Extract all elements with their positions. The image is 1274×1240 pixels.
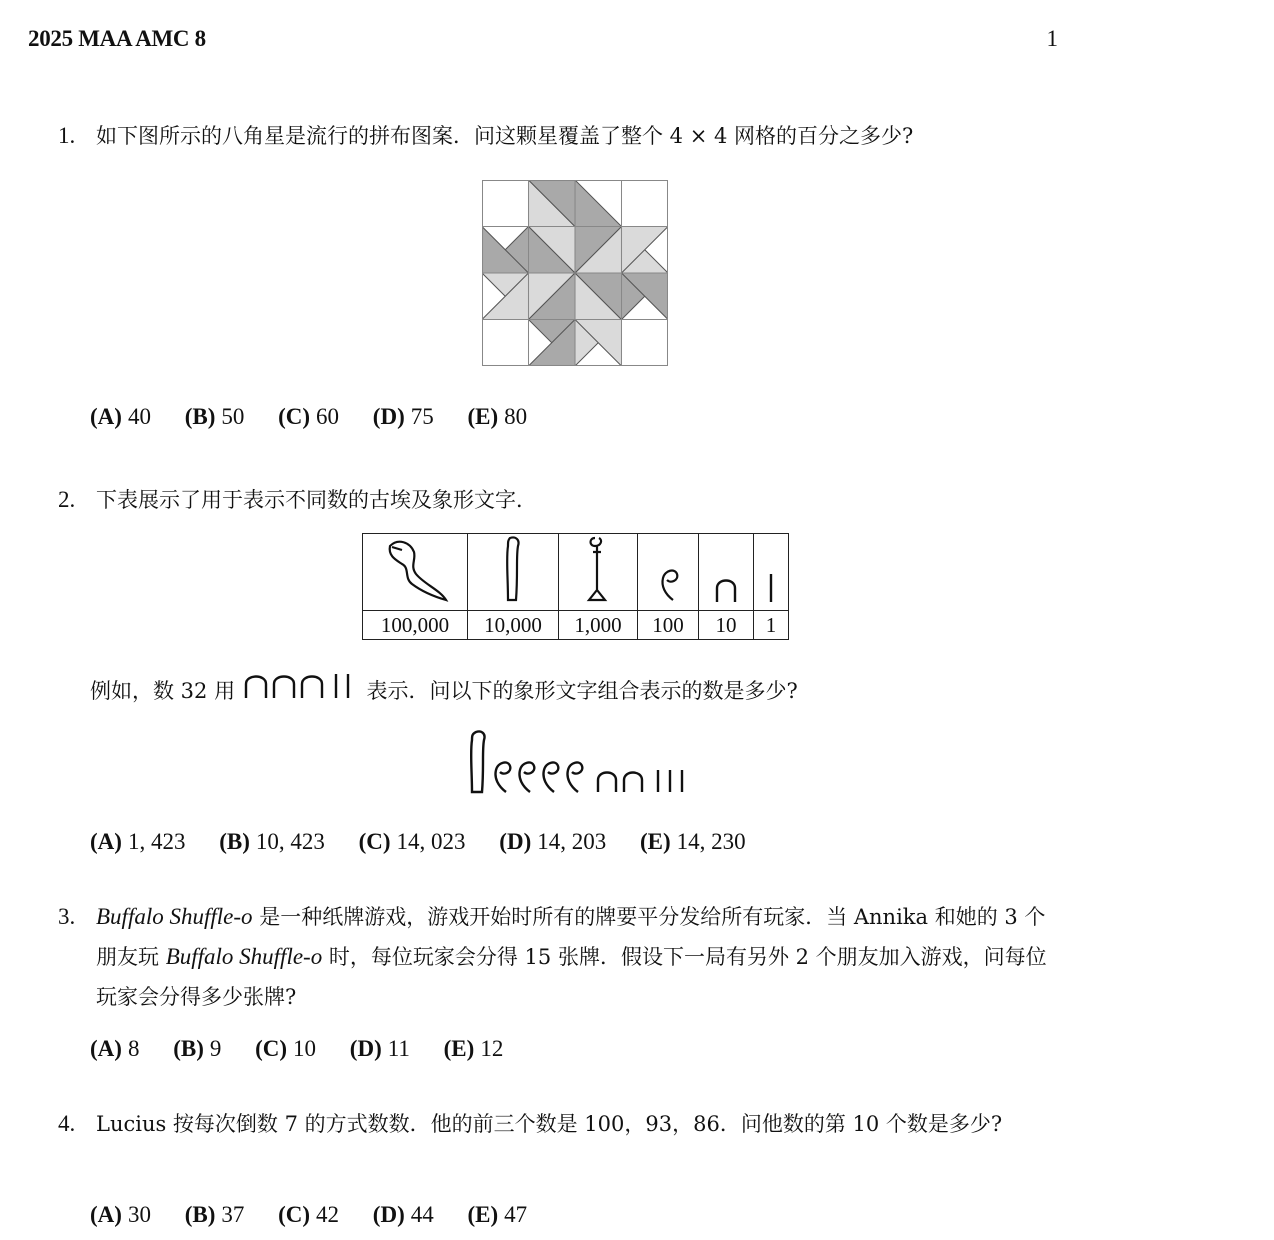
page-number: 1 (1046, 26, 1058, 51)
hieroglyph-combination (464, 728, 694, 798)
question-number: 3. (58, 904, 76, 929)
question-text: 如下图所示的八角星是流行的拼布图案．问这颗星覆盖了整个 4 × 4 网格的百分之多少? (96, 124, 914, 148)
example-hieroglyphs (242, 670, 360, 700)
game-name: Buffalo Shuffle-o (165, 944, 323, 969)
lotus-glyph-icon (559, 534, 638, 611)
question-text: Lucius 按每次倒数 7 的方式数数．他的前三个数是 100，93，86．问他数的第 10 个数是多少? (96, 1112, 1003, 1136)
choice-c[interactable]: (C) 10 (255, 1036, 317, 1061)
choice-c[interactable]: (C) 14, 023 (358, 829, 466, 854)
choice-c[interactable]: (C) 60 (278, 404, 340, 429)
hieroglyph-table (362, 533, 789, 640)
answer-choices-q2 (90, 829, 774, 855)
choice-a[interactable]: (A) 8 (90, 1036, 140, 1061)
choice-e[interactable]: (E) 12 (443, 1036, 504, 1061)
example-suffix: 表示．问以下的象形文字组合表示的数是多少? (366, 679, 798, 703)
coil-glyph-icon (638, 534, 699, 611)
answer-choices-q4 (90, 1202, 555, 1228)
question-number: 1. (58, 123, 76, 148)
choice-b[interactable]: (B) 10, 423 (219, 829, 325, 854)
finger-glyph-icon (468, 534, 559, 611)
choice-a[interactable]: (A) 30 (90, 1202, 151, 1227)
answer-choices-q1 (90, 404, 555, 430)
choice-d[interactable]: (D) 75 (372, 404, 434, 429)
choice-d[interactable]: (D) 11 (349, 1036, 410, 1061)
question-2 (58, 480, 1060, 520)
table-value: 100 (638, 611, 699, 640)
eight-point-star-figure (482, 180, 668, 366)
choice-c[interactable]: (C) 42 (278, 1202, 340, 1227)
question-1 (58, 116, 1060, 156)
choice-d[interactable]: (D) 44 (372, 1202, 434, 1227)
question-text: Buffalo Shuffle-o 是一种纸牌游戏，游戏开始时所有的牌要平分发给所有玩家．当 Annika 和她的 3 个朋友玩 Buffalo Shuffle-o 时，每位玩家会分得 15 张牌．假设下一局有另外 2 个朋友加入游戏，问每位玩家会分得多少张牌? (96, 904, 1047, 1009)
tadpole-glyph-icon (363, 534, 468, 611)
choice-b[interactable]: (B) 50 (184, 404, 245, 429)
example-line (90, 670, 798, 711)
question-number: 4. (58, 1111, 76, 1136)
document-title: 2025 MAA AMC 8 (28, 26, 206, 51)
table-value: 1,000 (559, 611, 638, 640)
question-text: 下表展示了用于表示不同数的古埃及象形文字． (96, 488, 537, 512)
question-4 (58, 1104, 1060, 1144)
table-value: 100,000 (363, 611, 468, 640)
choice-d[interactable]: (D) 14, 203 (499, 829, 607, 854)
example-prefix: 例如，数 32 用 (90, 679, 236, 703)
game-name: Buffalo Shuffle-o (96, 904, 253, 929)
table-value: 10 (699, 611, 754, 640)
question-3 (58, 897, 1060, 1017)
question-number: 2. (58, 487, 76, 512)
heel-glyph-icon (699, 534, 754, 611)
choice-b[interactable]: (B) 37 (184, 1202, 245, 1227)
choice-e[interactable]: (E) 47 (467, 1202, 528, 1227)
page-header (28, 26, 1058, 56)
choice-a[interactable]: (A) 40 (90, 404, 151, 429)
choice-e[interactable]: (E) 14, 230 (639, 829, 746, 854)
stroke-glyph-icon (754, 534, 789, 611)
grid-lines (482, 180, 668, 366)
table-value: 1 (754, 611, 789, 640)
choice-e[interactable]: (E) 80 (467, 404, 528, 429)
table-value: 10,000 (468, 611, 559, 640)
answer-choices-q3 (90, 1036, 531, 1062)
choice-a[interactable]: (A) 1, 423 (90, 829, 186, 854)
choice-b[interactable]: (B) 9 (173, 1036, 222, 1061)
